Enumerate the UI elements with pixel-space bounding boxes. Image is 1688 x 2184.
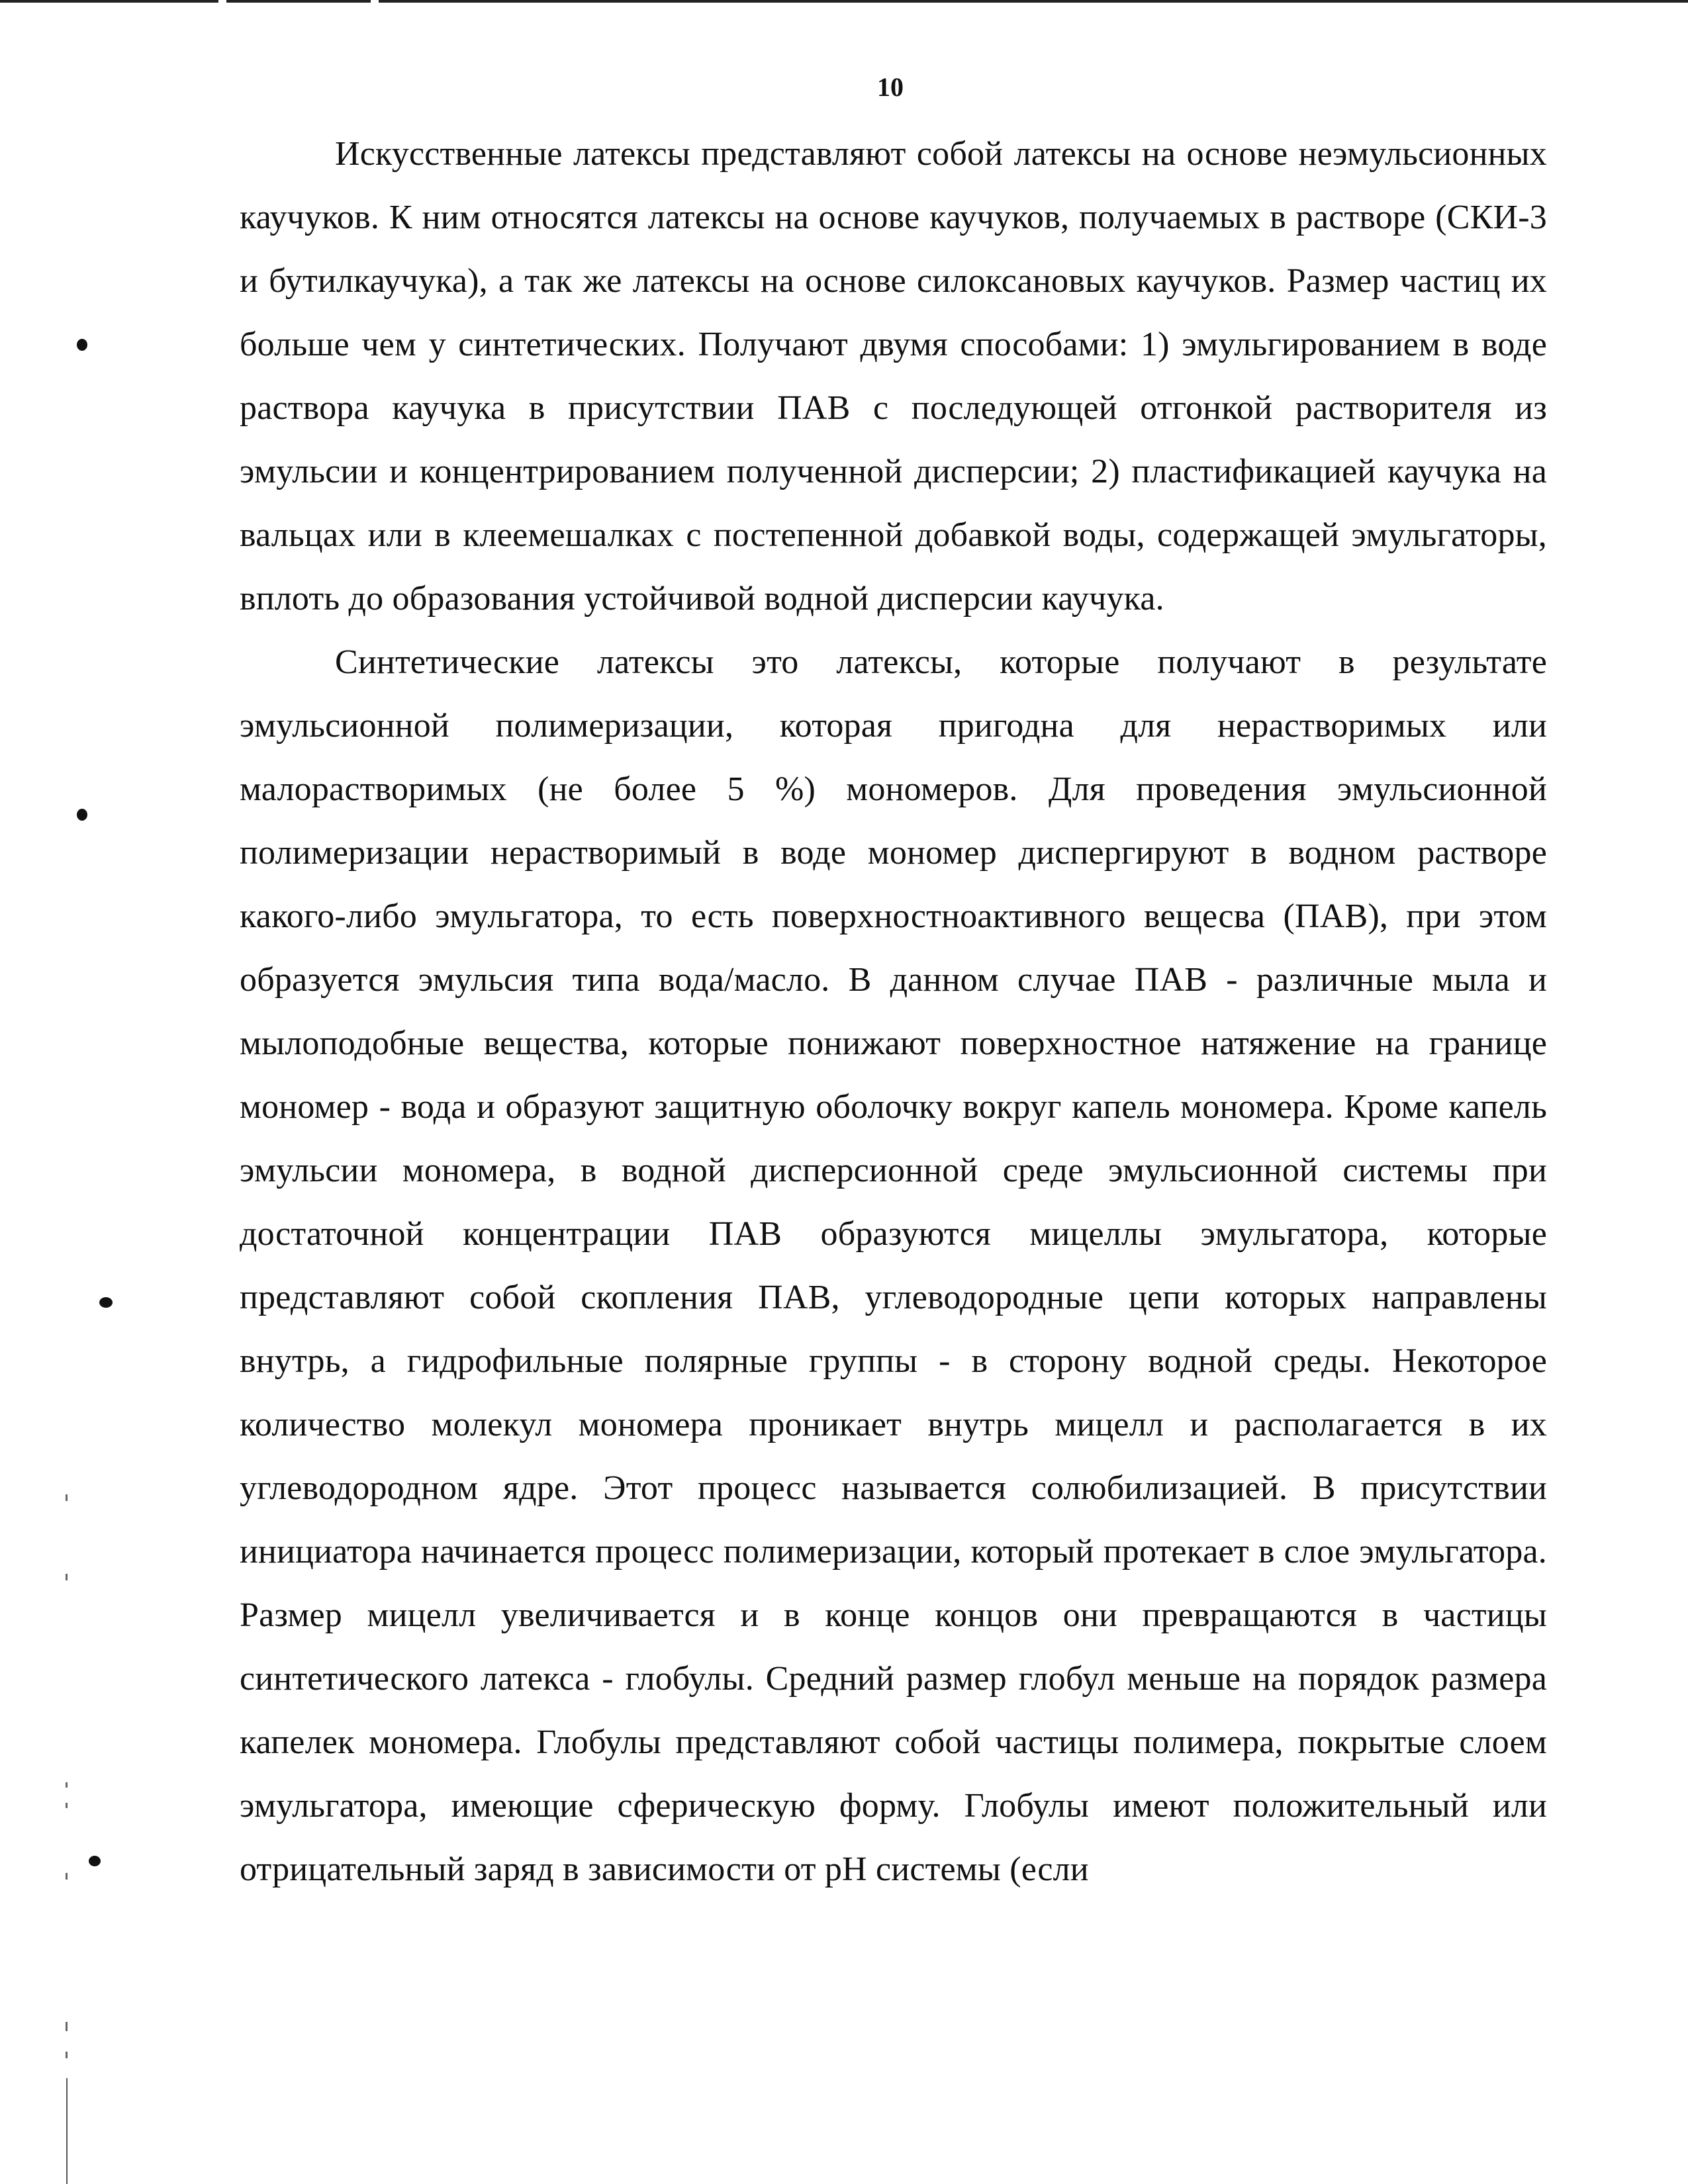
scan-edge-line [66, 2078, 68, 2184]
page-number: 10 [877, 72, 904, 102]
top-rule-gap [218, 0, 226, 3]
top-border-rule [0, 0, 1688, 3]
top-rule-gap [371, 0, 379, 3]
scan-artifact [66, 2022, 68, 2031]
margin-hole-mark [77, 809, 87, 821]
margin-hole-mark [89, 1856, 101, 1866]
scan-artifact [66, 1782, 68, 1788]
scan-artifact [66, 1803, 68, 1808]
body-text [240, 122, 1547, 1901]
paragraph-artificial-latexes: Искусственные латексы представляют собой латексы на основе неэмульсионных каучуков. К ним относятся латексы на основе каучуков, получаемых в растворе (СКИ-3 и бутилкаучука), а так же латексы на основе силоксановых каучуков. Размер частиц их больше чем у синтетических. Получают двумя способами: 1) эмульгированием в воде раствора каучука в присутствии ПАВ с последующей отгонкой растворителя из эмульсии и концентрированием полученной дисперсии; 2) пластификацией каучука на вальцах или в клеемешалках с постепенной добавкой воды, содержащей эмульгаторы, вплоть до образования устойчивой водной дисперсии каучука. [240, 135, 1547, 617]
scan-artifact [66, 1574, 68, 1580]
margin-hole-mark [77, 339, 87, 351]
scan-artifact [66, 1494, 68, 1501]
margin-hole-mark [99, 1297, 113, 1308]
scan-artifact [66, 2052, 68, 2058]
scan-artifact [66, 1873, 68, 1880]
paragraph-synthetic-latexes: Синтетические латексы это латексы, которые получают в результате эмульсионной полимеризации, которая пригодна для нерастворимых или малорастворимых (не более 5 %) мономеров. Для проведения эмульсионной полимеризации нерастворимый в воде мономер диспергируют в водном растворе какого-либо эмульгатора, то есть поверхностноактивного вещесва (ПАВ), при этом образуется эмульсия типа вода/масло. В данном случае ПАВ - различные мыла и мылоподобные вещества, которые понижают поверхностное натяжение на границе мономер - вода и образуют защитную оболочку вокруг капель мономера. Кроме капель эмульсии мономера, в водной дисперсионной среде эмульсионной системы при достаточной концентрации ПАВ образуются мицеллы эмульгатора, которые представляют собой скопления ПАВ, углеводородные цепи которых направлены внутрь, а гидрофильные полярные группы - в сторону водной среды. Некоторое количество молекул мономера проникает внутрь мицелл и располагается в их углеводородном ядре. Этот процесс называется солюбилизацией. В присутствии инициатора начинается процесс полимеризации, который протекает в слое эмульгатора. Размер мицелл увеличивается и в конце концов они превращаются в частицы синтетического латекса - глобулы. Средний размер глобул меньше на порядок размера капелек мономера. Глобулы представляют собой частицы полимера, покрытые слоем эмульгатора, имеющие сферическую форму. Глобулы имеют положительный или отрицательный заряд в зависимости от pH системы (если [240, 643, 1547, 1888]
